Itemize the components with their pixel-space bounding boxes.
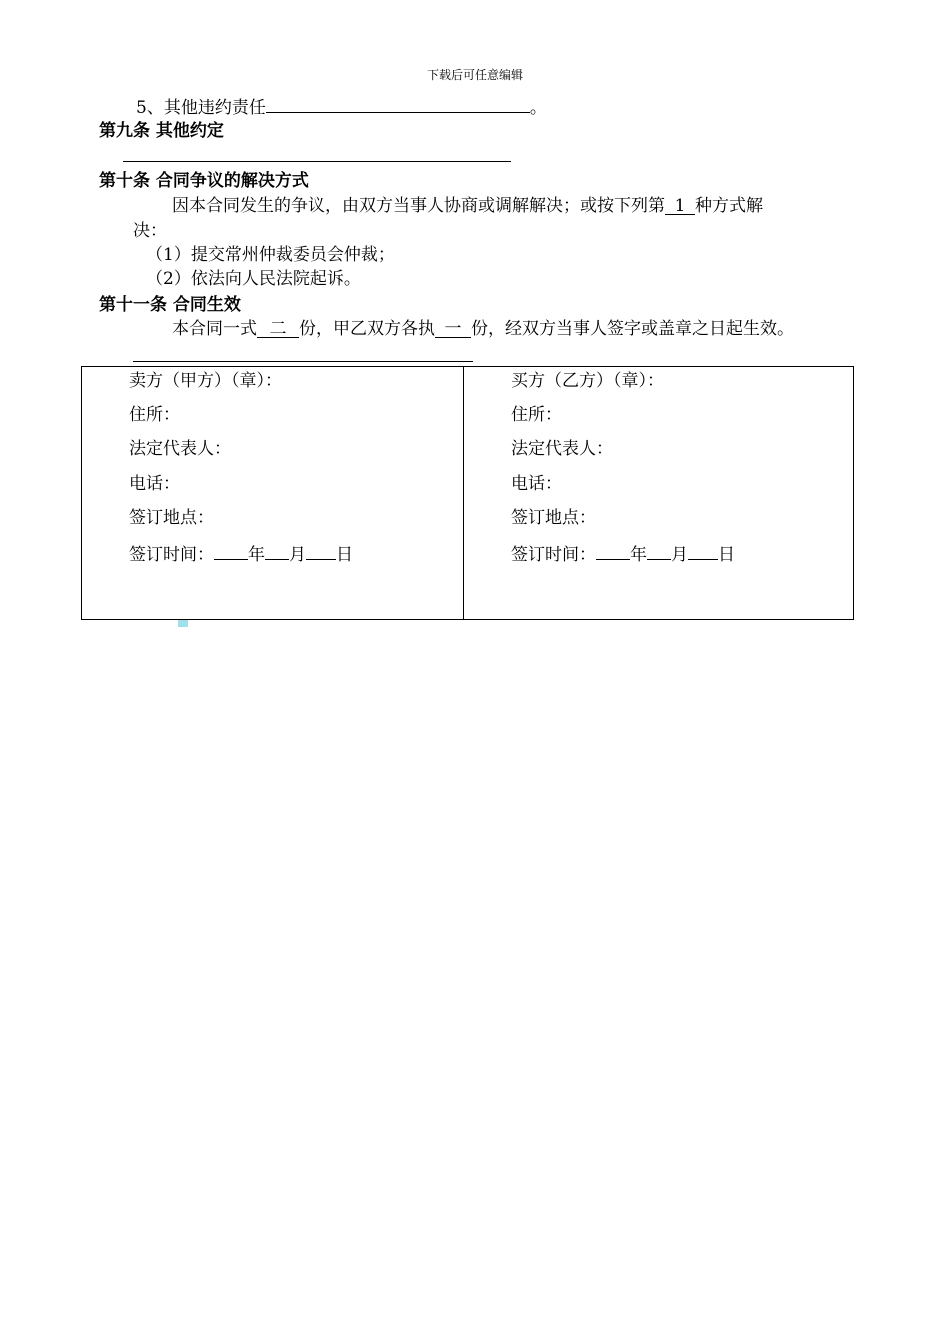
- item-5-blank[interactable]: [266, 94, 530, 113]
- buyer-rep-label: 法定代表人：: [511, 439, 613, 459]
- seller-day-blank[interactable]: [306, 541, 336, 560]
- item-5-label: 5、其他违约责任: [136, 98, 266, 118]
- buyer-time-line: [511, 541, 735, 566]
- article-10-option-1: （1）提交常州仲裁委员会仲裁；: [146, 245, 395, 265]
- article-11-text-post: 份，经双方当事人签字或盖章之日起生效。: [471, 319, 794, 339]
- item-5-line: [136, 94, 547, 119]
- article-10-paragraph: [172, 195, 763, 217]
- article-10-option-2: （2）依法向人民法院起诉。: [146, 269, 361, 289]
- seller-time-line: [129, 541, 353, 566]
- article-10-continuation: 决：: [133, 221, 167, 241]
- dispute-method-choice[interactable]: 1: [665, 196, 695, 215]
- text-cursor-marker: [178, 620, 188, 627]
- seller-rep-label: 法定代表人：: [129, 439, 231, 459]
- seller-phone-label: 电话：: [129, 474, 180, 494]
- copies-total[interactable]: 二: [257, 319, 299, 338]
- buyer-month-blank[interactable]: [647, 541, 671, 560]
- seller-month-blank[interactable]: [265, 541, 289, 560]
- buyer-place-label: 签订地点：: [511, 508, 596, 528]
- seller-place-label: 签订地点：: [129, 508, 214, 528]
- article-11-paragraph: [172, 318, 794, 340]
- seller-title: 卖方（甲方）（章）：: [129, 371, 282, 391]
- buyer-year-blank[interactable]: [596, 541, 630, 560]
- article-11-title: 第十一条 合同生效: [99, 295, 241, 315]
- article-9-title: 第九条 其他约定: [99, 121, 224, 141]
- buyer-day-blank[interactable]: [688, 541, 718, 560]
- seller-day-label: 日: [336, 545, 353, 565]
- article-11-blank-line: [133, 361, 473, 362]
- buyer-month-label: 月: [671, 545, 688, 565]
- buyer-phone-label: 电话：: [511, 474, 562, 494]
- seller-month-label: 月: [289, 545, 306, 565]
- buyer-year-label: 年: [630, 545, 647, 565]
- signature-table: [81, 366, 854, 620]
- seller-time-label: 签订时间：: [129, 545, 214, 565]
- article-11-text-mid: 份，甲乙双方各执: [299, 319, 435, 339]
- signature-table-divider: [463, 366, 464, 620]
- buyer-time-label: 签订时间：: [511, 545, 596, 565]
- article-9-blank-line[interactable]: [123, 161, 511, 162]
- buyer-title: 买方（乙方）（章）：: [511, 371, 664, 391]
- article-10-title: 第十条 合同争议的解决方式: [99, 171, 309, 191]
- article-10-text-post: 种方式解: [695, 196, 763, 216]
- article-11-text-pre: 本合同一式: [172, 319, 257, 339]
- article-10-text-pre: 因本合同发生的争议，由双方当事人协商或调解解决；或按下列第: [172, 196, 665, 216]
- item-5-end: 。: [529, 98, 547, 118]
- seller-year-label: 年: [248, 545, 265, 565]
- seller-year-blank[interactable]: [214, 541, 248, 560]
- copies-each[interactable]: 一: [435, 319, 471, 338]
- buyer-address-label: 住所：: [511, 405, 562, 425]
- buyer-day-label: 日: [718, 545, 735, 565]
- seller-address-label: 住所：: [129, 405, 180, 425]
- page-header: 下载后可任意编辑: [426, 68, 523, 82]
